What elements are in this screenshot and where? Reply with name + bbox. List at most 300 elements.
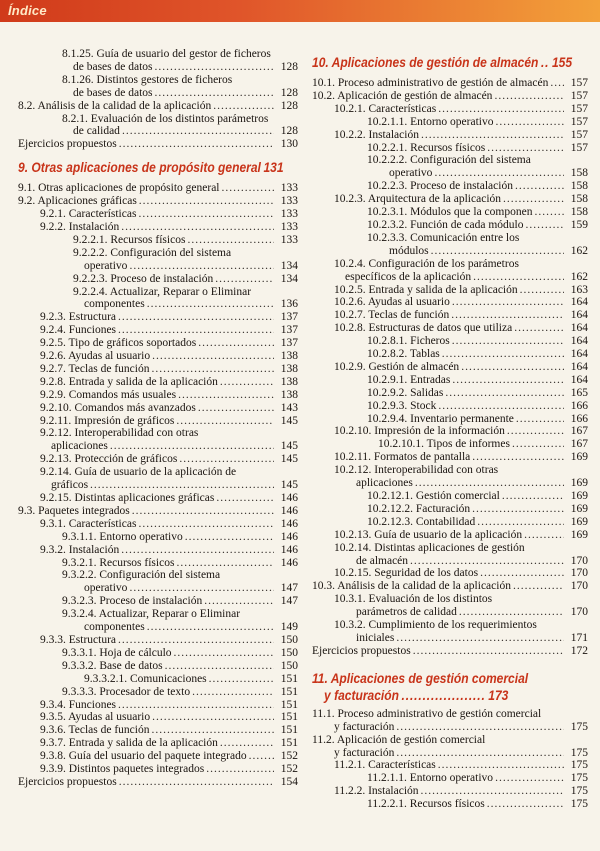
- page-number: 165: [570, 386, 588, 399]
- entry-title: gráficos: [51, 479, 89, 492]
- toc-entry[interactable]: [18, 208, 298, 221]
- dot-leader: [413, 645, 564, 658]
- dot-leader: [515, 180, 564, 193]
- toc-entry[interactable]: [312, 180, 588, 193]
- toc-entry[interactable]: [18, 724, 298, 737]
- page-number: 167: [570, 425, 588, 438]
- page-number: 164: [570, 360, 588, 373]
- toc-entry[interactable]: [18, 221, 298, 234]
- toc-entry-continuation[interactable]: [18, 260, 298, 273]
- dot-leader: [165, 660, 274, 673]
- toc-entry[interactable]: [312, 219, 588, 232]
- page-number: 130: [280, 138, 298, 151]
- dot-leader: [151, 724, 274, 737]
- entry-title: 9.1. Otras aplicaciones de propósito general: [18, 182, 220, 195]
- chapter-heading[interactable]: [18, 159, 297, 176]
- page-number: 138: [280, 375, 298, 388]
- dot-leader: [198, 402, 274, 415]
- entry-title: 9.3.6. Teclas de función: [40, 724, 150, 737]
- dot-leader: [550, 77, 564, 90]
- toc-entry[interactable]: [18, 737, 298, 750]
- toc-entry: [312, 708, 588, 721]
- page-number: 170: [570, 580, 588, 593]
- entry-title: 10.2.3. Arquitectura de la aplicación: [334, 193, 502, 206]
- toc-entry[interactable]: [18, 673, 298, 686]
- toc-entry[interactable]: [18, 311, 298, 324]
- dot-leader: [176, 557, 274, 570]
- entry-title: 10.2.2.2. Configuración del sistema: [367, 154, 531, 167]
- toc-entry[interactable]: [18, 518, 298, 531]
- dot-leader: [174, 647, 274, 660]
- toc-entry[interactable]: [18, 595, 298, 608]
- toc-entry: [312, 734, 588, 747]
- entry-title: 11.1. Proceso administrativo de gestión comercial: [312, 707, 542, 720]
- toc-entry[interactable]: [18, 492, 298, 505]
- toc-entry[interactable]: [18, 337, 298, 350]
- entry-title: 10.2.10. Impresión de la información: [334, 425, 505, 438]
- toc-entry[interactable]: [312, 645, 588, 658]
- dot-leader: [206, 763, 274, 776]
- page-number: 146: [280, 492, 298, 504]
- dot-leader: [487, 798, 564, 811]
- toc-entry-continuation[interactable]: [312, 555, 588, 568]
- toc-entry-continuation[interactable]: [312, 271, 588, 284]
- toc-entry[interactable]: [312, 490, 588, 503]
- toc-entry: [18, 113, 298, 126]
- entry-title: 9.2.4. Funciones: [40, 324, 117, 337]
- toc-entry[interactable]: [18, 453, 298, 466]
- chapter-leader: ..: [540, 54, 550, 70]
- dot-leader: [209, 673, 274, 686]
- entry-title: 9.3.3.2. Base de datos: [62, 659, 163, 672]
- toc-entry[interactable]: [18, 699, 298, 712]
- toc-entry[interactable]: [312, 142, 588, 155]
- entry-title: 11.2.2.1. Recursos físicos: [367, 798, 485, 811]
- toc-entry-continuation[interactable]: [18, 621, 298, 634]
- dot-leader: [119, 776, 274, 789]
- toc-entry: [18, 427, 298, 440]
- toc-entry[interactable]: [312, 785, 588, 798]
- toc-entry[interactable]: [18, 711, 298, 724]
- toc-entry[interactable]: [312, 284, 588, 297]
- page-number: 164: [570, 373, 588, 386]
- dot-leader: [204, 595, 274, 608]
- entry-title: 9.2.11. Impresión de gráficos: [40, 414, 175, 427]
- dot-leader: [122, 125, 274, 138]
- dot-leader: [121, 221, 274, 234]
- toc-entry-continuation[interactable]: [312, 606, 588, 619]
- page-number: 145: [280, 440, 298, 453]
- toc-entry[interactable]: [312, 335, 588, 348]
- entry-title: 8.1.25. Guía de usuario del gestor de ficheros: [62, 48, 271, 60]
- toc-entry: [312, 542, 588, 555]
- toc-entry[interactable]: [18, 660, 298, 673]
- entry-title: 10.2.8. Estructuras de datos que utiliza: [334, 322, 513, 335]
- entry-title: 9.3.5. Ayudas al usuario: [40, 711, 151, 724]
- entry-title: 9.3.2.3. Proceso de instalación: [62, 595, 203, 608]
- dot-leader: [222, 182, 274, 195]
- toc-entry[interactable]: [18, 531, 298, 544]
- toc-entry-continuation[interactable]: [18, 440, 298, 453]
- toc-entry[interactable]: [18, 273, 298, 286]
- entry-title: 9.2.6. Ayudas al usuario: [40, 350, 151, 363]
- dot-leader: [220, 376, 274, 389]
- entry-title: 9.3.8. Guía del usuario del paquete integrado: [40, 750, 247, 763]
- toc-entry[interactable]: [18, 389, 298, 402]
- dot-leader: [118, 311, 274, 324]
- page-number: 146: [280, 543, 298, 556]
- toc-entry[interactable]: [18, 415, 298, 428]
- entry-title: 10.2.3.1. Módulos que la componen: [367, 206, 533, 219]
- page-number: 143: [280, 401, 298, 414]
- entry-title: 9.3.7. Entrada y salida de la aplicación: [40, 737, 218, 750]
- toc-entry[interactable]: [312, 516, 588, 529]
- toc-entry[interactable]: [312, 580, 588, 593]
- toc-entry-continuation[interactable]: [312, 721, 588, 734]
- entry-title: 10.2.3.2. Función de cada módulo: [367, 218, 524, 231]
- toc-entry[interactable]: [312, 413, 588, 426]
- toc-entry[interactable]: [18, 195, 298, 208]
- page-number: 133: [280, 182, 298, 195]
- dot-leader: [185, 531, 274, 544]
- toc-entry: [18, 569, 298, 582]
- page-number: 166: [570, 412, 588, 425]
- dot-leader: [495, 116, 564, 129]
- toc-entry[interactable]: [312, 103, 588, 116]
- page-number: 128: [280, 86, 298, 99]
- header-bar: [0, 0, 600, 22]
- page-number: 136: [280, 298, 298, 311]
- entry-title: de calidad: [73, 125, 120, 138]
- page-number: 128: [280, 60, 298, 73]
- dot-leader: [118, 634, 274, 647]
- toc-entry[interactable]: [312, 361, 588, 374]
- dot-leader: [110, 440, 274, 453]
- toc-entry[interactable]: [18, 182, 298, 195]
- page-number: 151: [280, 724, 298, 737]
- entry-title: 8.2.1. Evaluación de los distintos parámetros: [62, 112, 269, 125]
- dot-leader: [213, 100, 274, 113]
- toc-entry[interactable]: [312, 193, 588, 206]
- entry-title: de almacén: [356, 554, 409, 567]
- toc-entry[interactable]: [18, 363, 298, 376]
- dot-leader: [179, 453, 274, 466]
- header-title: Índice: [8, 3, 47, 18]
- page-number: 169: [570, 490, 588, 502]
- dot-leader: [452, 374, 564, 387]
- toc-entry[interactable]: [312, 529, 588, 542]
- toc-entry[interactable]: [18, 763, 298, 776]
- toc-entry[interactable]: [312, 425, 588, 438]
- toc-entry[interactable]: [312, 400, 588, 413]
- toc-entry-continuation[interactable]: [312, 477, 588, 490]
- entry-title: 9.3.3.1. Hoja de cálculo: [62, 646, 172, 659]
- page-number: 146: [280, 504, 298, 517]
- dot-leader: [434, 167, 564, 180]
- dot-leader: [472, 451, 564, 464]
- toc-entry[interactable]: [18, 100, 298, 113]
- dot-leader: [513, 580, 564, 593]
- toc-entry-continuation[interactable]: [18, 582, 298, 595]
- page-number: 169: [570, 515, 588, 528]
- toc-entry[interactable]: [18, 750, 298, 763]
- toc-entry[interactable]: [18, 557, 298, 570]
- page-number: 138: [280, 350, 298, 363]
- toc-entry[interactable]: [312, 759, 588, 772]
- dot-leader: [396, 632, 564, 645]
- entry-title: 10.2.4. Configuración de los parámetros: [334, 257, 519, 270]
- entry-title: 9.2.12. Interoperabilidad con otras: [40, 427, 199, 440]
- toc-entry[interactable]: [312, 90, 588, 103]
- entry-title: 10.2.1. Características: [334, 102, 437, 115]
- page-number: 169: [570, 477, 588, 490]
- toc-entry: [312, 258, 588, 271]
- page-number: 170: [570, 567, 588, 580]
- toc-right-column: [312, 46, 588, 811]
- toc-entry: [18, 74, 298, 87]
- page-number: 150: [280, 646, 298, 659]
- dot-leader: [503, 193, 564, 206]
- dot-leader: [451, 309, 564, 322]
- page-number: 157: [570, 77, 588, 89]
- entry-title: 10.2.10.1. Tipos de informes: [378, 438, 510, 451]
- toc-entry-continuation[interactable]: [312, 632, 588, 645]
- toc-entry[interactable]: [18, 544, 298, 557]
- entry-title: iniciales: [356, 631, 395, 644]
- entry-title: 10.2.2.3. Proceso de instalación: [367, 180, 513, 193]
- entry-title: 10.3.1. Evaluación de los distintos: [334, 593, 493, 606]
- entry-title: 9.2.2. Instalación: [40, 220, 120, 233]
- toc-entry[interactable]: [312, 296, 588, 309]
- entry-title: y facturación: [334, 720, 395, 733]
- page-number: 169: [570, 451, 588, 464]
- dot-leader: [445, 387, 564, 400]
- dot-leader: [495, 772, 564, 785]
- dot-leader: [152, 350, 274, 363]
- entry-title: 10.3. Análisis de la calidad de la aplicación: [312, 580, 511, 593]
- toc-entry[interactable]: [312, 116, 588, 129]
- toc-entry-continuation[interactable]: [312, 167, 588, 180]
- entry-title: operativo: [389, 167, 433, 180]
- entry-title: 10.1. Proceso administrativo de gestión de almacén: [312, 77, 549, 89]
- entry-title: 9.2.2.4. Actualizar, Reparar o Eliminar: [73, 285, 252, 298]
- entry-title: Ejercicios propuestos: [18, 138, 117, 151]
- page-number: 170: [570, 606, 588, 619]
- entry-title: 9.2.2.1. Recursos físicos: [73, 233, 186, 246]
- entry-title: 9.3.3.2.1. Comunicaciones: [84, 672, 207, 685]
- toc-entry[interactable]: [312, 503, 588, 516]
- page-number: 167: [570, 438, 588, 451]
- page-number: 151: [280, 737, 298, 750]
- dot-leader: [129, 582, 274, 595]
- entry-title: 10.2.3.3. Comunicación entre los: [367, 231, 520, 244]
- toc-entry[interactable]: [312, 438, 588, 451]
- dot-leader: [138, 208, 274, 221]
- dot-leader: [473, 271, 564, 284]
- dot-leader: [514, 322, 564, 335]
- toc-entry[interactable]: [312, 77, 588, 90]
- toc-entry[interactable]: [18, 376, 298, 389]
- toc-entry[interactable]: [312, 798, 588, 811]
- entry-title: 10.2.13. Guía de usuario de la aplicación: [334, 528, 523, 541]
- toc-entry[interactable]: [312, 451, 588, 464]
- entry-title: componentes: [84, 621, 145, 634]
- toc-entry[interactable]: [312, 387, 588, 400]
- dot-leader: [487, 142, 564, 155]
- entry-title: 10.2.12.2. Facturación: [367, 502, 471, 515]
- page-number: 162: [570, 270, 588, 283]
- entry-title: de bases de datos: [73, 86, 153, 99]
- toc-entry[interactable]: [18, 505, 298, 518]
- chapter-title-cont: y facturación: [324, 686, 399, 703]
- toc-entry[interactable]: [312, 567, 588, 580]
- dot-leader: [438, 759, 564, 772]
- page-number: 133: [280, 220, 298, 233]
- entry-title: 9.3.3.3. Procesador de texto: [62, 685, 191, 698]
- toc-entry-continuation[interactable]: [18, 87, 298, 100]
- entry-title: 9.3. Paquetes integrados: [18, 504, 130, 517]
- page-number: 133: [280, 233, 298, 246]
- dot-leader: [452, 335, 564, 348]
- dot-leader: [155, 87, 274, 100]
- entry-title: 9.2.5. Tipo de gráficos soportados: [40, 337, 197, 350]
- dot-leader: [198, 337, 274, 350]
- entry-title: 10.2.7. Teclas de función: [334, 309, 450, 322]
- page-number: 162: [570, 244, 588, 257]
- page-number: 151: [280, 711, 298, 724]
- dot-leader: [415, 477, 564, 490]
- dot-leader: [438, 400, 564, 413]
- dot-leader: [151, 363, 274, 376]
- entry-title: 8.2. Análisis de la calidad de la aplicación: [18, 99, 212, 112]
- dot-leader: [442, 348, 564, 361]
- dot-leader: [147, 621, 274, 634]
- chapter-heading[interactable]: [312, 670, 587, 704]
- toc-entry[interactable]: [18, 402, 298, 415]
- entry-title: módulos: [389, 244, 429, 257]
- page-number: 146: [280, 517, 298, 530]
- toc-entry-continuation[interactable]: [18, 298, 298, 311]
- page-number: 137: [280, 324, 298, 337]
- dot-leader: [520, 284, 564, 297]
- page-number: 138: [280, 362, 298, 375]
- toc-entry[interactable]: [312, 129, 588, 142]
- page-number: 175: [570, 785, 588, 798]
- toc-entry[interactable]: [312, 348, 588, 361]
- page-number: 175: [570, 746, 588, 759]
- page-number: 145: [280, 453, 298, 466]
- toc-entry-continuation[interactable]: [18, 61, 298, 74]
- dot-leader: [176, 415, 274, 428]
- page-number: 164: [570, 296, 588, 309]
- page-number: 146: [280, 530, 298, 543]
- entry-title: 11.2.1. Características: [334, 759, 436, 772]
- entry-title: 9.3.1.1. Entorno operativo: [62, 530, 183, 543]
- dot-leader: [507, 425, 564, 438]
- entry-title: 9.2.14. Guía de usuario de la aplicación de: [40, 466, 237, 479]
- entry-title: 9.3.9. Distintos paquetes integrados: [40, 763, 205, 776]
- entry-title: 10.2. Aplicación de gestión de almacén: [312, 89, 493, 102]
- page-number: 166: [570, 399, 588, 412]
- entry-title: 9.3.4. Funciones: [40, 698, 117, 711]
- toc-entry-continuation[interactable]: [312, 747, 588, 760]
- page-number: 172: [570, 644, 588, 657]
- page-number: 159: [570, 218, 588, 231]
- entry-title: 10.2.11. Formatos de pantalla: [334, 451, 471, 464]
- page-number: 138: [280, 388, 298, 401]
- dot-leader: [152, 711, 274, 724]
- page-number: 158: [570, 180, 588, 193]
- toc-entry[interactable]: [18, 234, 298, 247]
- toc-entry[interactable]: [18, 686, 298, 699]
- toc-entry: [312, 464, 588, 477]
- entry-title: componentes: [84, 298, 145, 311]
- entry-title: 9.2.2.3. Proceso de instalación: [73, 272, 214, 285]
- entry-title: 10.2.12.3. Contabilidad: [367, 515, 476, 528]
- entry-title: 9.2.10. Comandos más avanzados: [40, 401, 196, 414]
- entry-title: 9.2.1. Características: [40, 208, 137, 221]
- entry-title: 10.2.2. Instalación: [334, 128, 419, 141]
- page-number: 163: [570, 283, 588, 296]
- page-number: 158: [570, 167, 588, 180]
- chapter-leader: ....................: [401, 686, 486, 703]
- entry-title: 9.2.3. Estructura: [40, 311, 117, 324]
- dot-leader: [220, 737, 274, 750]
- toc-entry[interactable]: [312, 309, 588, 322]
- toc-entry: [18, 466, 298, 479]
- page-number: 128: [280, 99, 298, 112]
- toc-entry-continuation[interactable]: [18, 125, 298, 138]
- entry-title: 10.2.1.1. Entorno operativo: [367, 115, 494, 128]
- toc-entry-continuation[interactable]: [312, 245, 588, 258]
- toc-entry[interactable]: [18, 776, 298, 789]
- toc-entry[interactable]: [18, 647, 298, 660]
- entry-title: 11.2.1.1. Entorno operativo: [367, 772, 494, 785]
- entry-title: 10.2.9.1. Entradas: [367, 373, 451, 386]
- page-number: 145: [280, 414, 298, 427]
- page-number: 157: [570, 128, 588, 141]
- entry-title: 10.2.2.1. Recursos físicos: [367, 141, 486, 154]
- toc-entry[interactable]: [312, 322, 588, 335]
- toc-entry[interactable]: [312, 374, 588, 387]
- toc-entry[interactable]: [18, 634, 298, 647]
- toc-entry[interactable]: [18, 350, 298, 363]
- entry-title: operativo: [84, 582, 128, 595]
- toc-entry[interactable]: [18, 138, 298, 151]
- toc-entry[interactable]: [312, 206, 588, 219]
- entry-title: 10.2.15. Seguridad de los datos: [334, 567, 479, 580]
- dot-leader: [249, 750, 274, 763]
- chapter-page: 131: [263, 159, 284, 176]
- chapter-heading[interactable]: [312, 54, 587, 71]
- toc-entry[interactable]: [312, 772, 588, 785]
- entry-title: específicos de la aplicación: [345, 270, 472, 283]
- dot-leader: [534, 206, 564, 219]
- page-number: 146: [280, 556, 298, 569]
- page-number: 164: [570, 322, 588, 335]
- entry-title: 9.3.1. Características: [40, 517, 137, 530]
- page-number: 147: [280, 595, 298, 608]
- page-number: 154: [280, 775, 298, 788]
- dot-leader: [192, 686, 274, 699]
- dot-leader: [147, 298, 274, 311]
- page-number: 150: [280, 633, 298, 646]
- toc-entry[interactable]: [18, 324, 298, 337]
- page-number: 128: [280, 125, 298, 138]
- toc-entry-continuation[interactable]: [18, 479, 298, 492]
- page-number: 134: [280, 272, 298, 285]
- dot-leader: [410, 555, 564, 568]
